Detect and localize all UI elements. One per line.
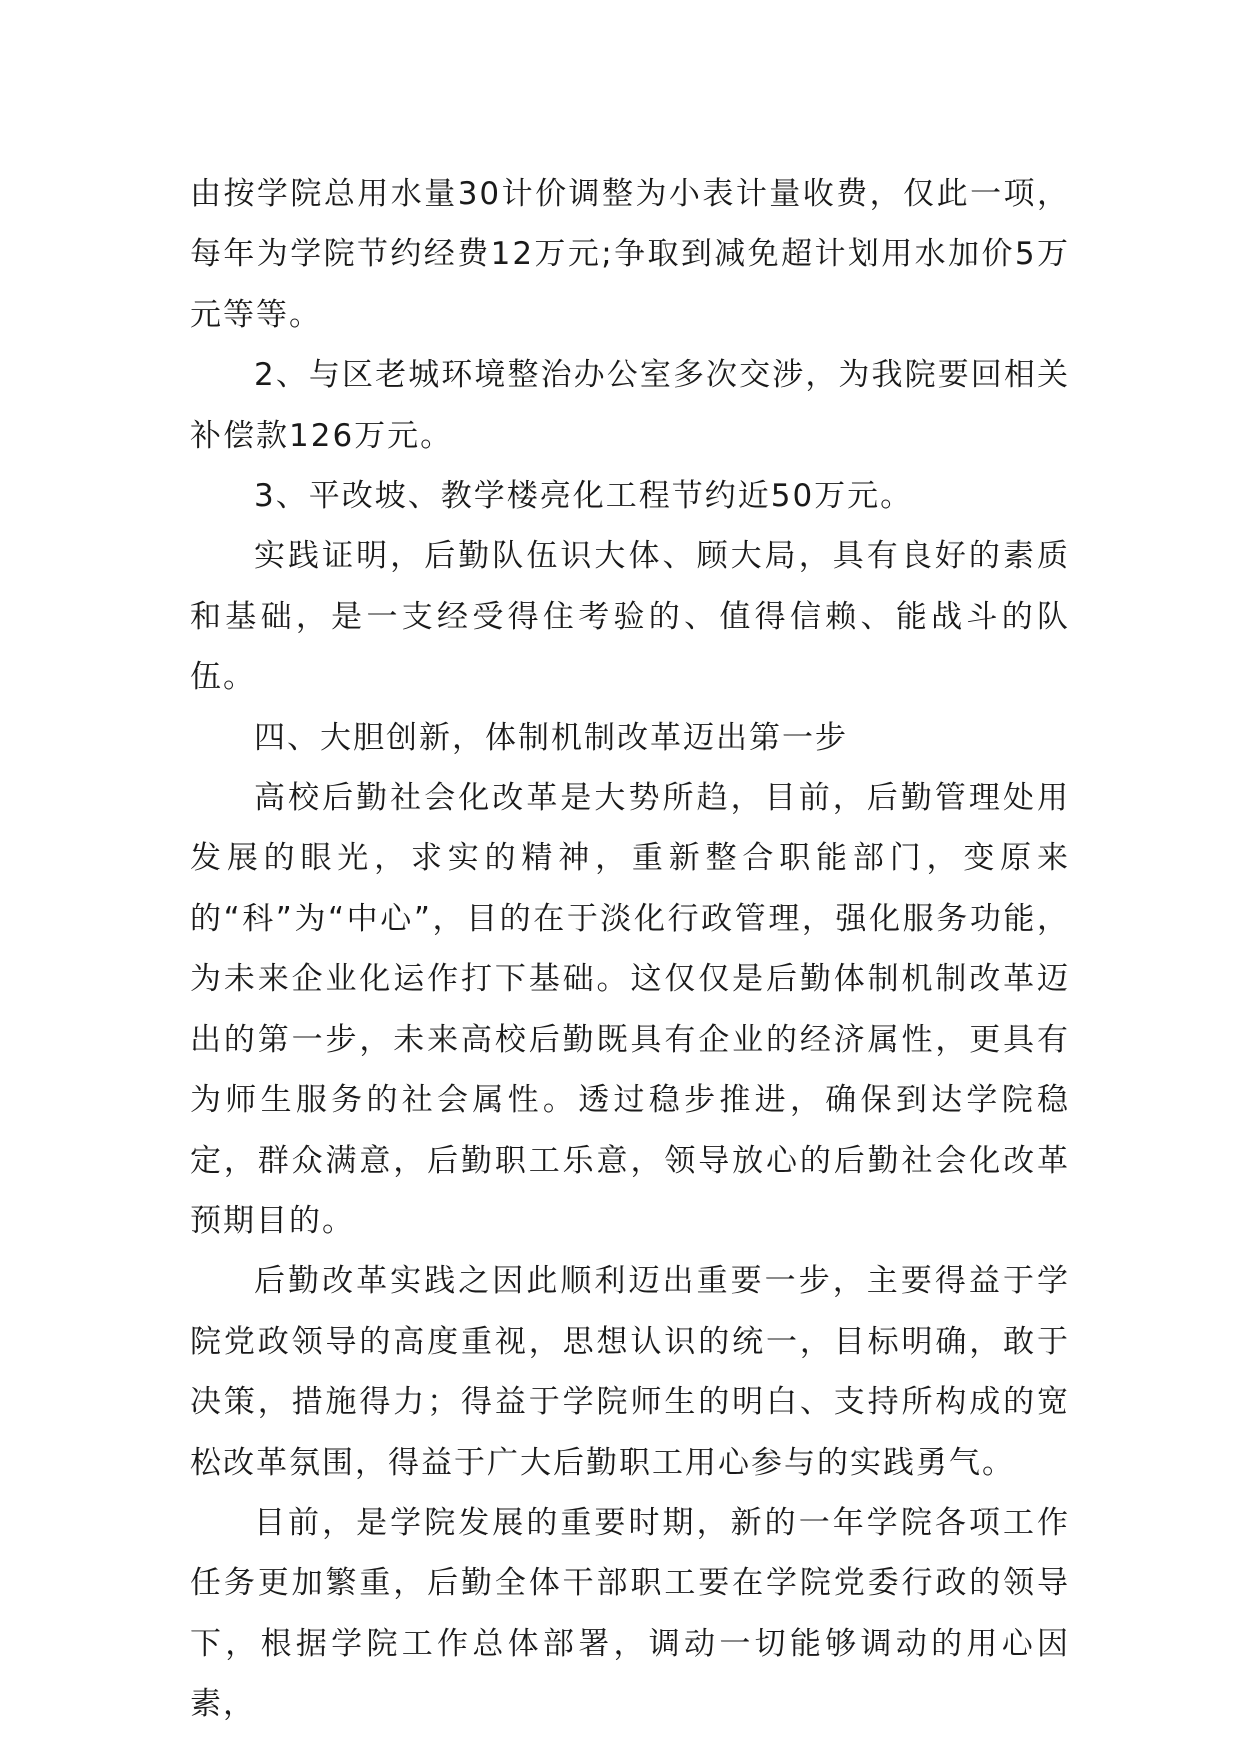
- section-heading-reform: 四、大胆创新，体制机制改革迈出第一步: [254, 719, 848, 756]
- paragraph-lighting-project: 3、平改坡、教学楼亮化工程节约近50万元。: [254, 478, 914, 515]
- paragraph-compensation: 2、与区老城环境整治办公室多次交涉，为我院要回相关补偿款126万元。: [190, 357, 1070, 454]
- paragraph-current-period: 目前，是学院发展的重要时期，新的一年学院各项工作任务更加繁重，后勤全体干部职工要在学院党委行政的领导下，根据学院工作总体部署，调动一切能够调动的用心因素，: [190, 1504, 1070, 1723]
- document-body: [190, 164, 1070, 1735]
- paragraph-socialization-reform: 高校后勤社会化改革是大势所趋，目前，后勤管理处用发展的眼光，求实的精神，重新整合职能部门，变原来的“科”为“中心”，目的在于淡化行政管理，强化服务功能，为未来企业化运作打下基础。这仅仅是后勤体制机制改革迈出的第一步，未来高校后勤既具有企业的经济属性，更具有为师生服务的社会属性。透过稳步推进，确保到达学院稳定，群众满意，后勤职工乐意，领导放心的后勤社会化改革预期目的。: [190, 780, 1070, 1239]
- paragraph-reform-success: 后勤改革实践之因此顺利迈出重要一步，主要得益于学院党政领导的高度重视，思想认识的统一，目标明确，敢于决策，措施得力；得益于学院师生的明白、支持所构成的宽松改革氛围，得益于广大后勤职工用心参与的实践勇气。: [190, 1263, 1070, 1481]
- paragraph-practice-proof: 实践证明，后勤队伍识大体、顾大局，具有良好的素质和基础，是一支经受得住考验的、值得信赖、能战斗的队伍。: [190, 538, 1070, 696]
- paragraph-water-fee: 由按学院总用水量30计价调整为小表计量收费，仅此一项，每年为学院节约经费12万元;争取到减免超计划用水加价5万元等等。: [190, 176, 1070, 333]
